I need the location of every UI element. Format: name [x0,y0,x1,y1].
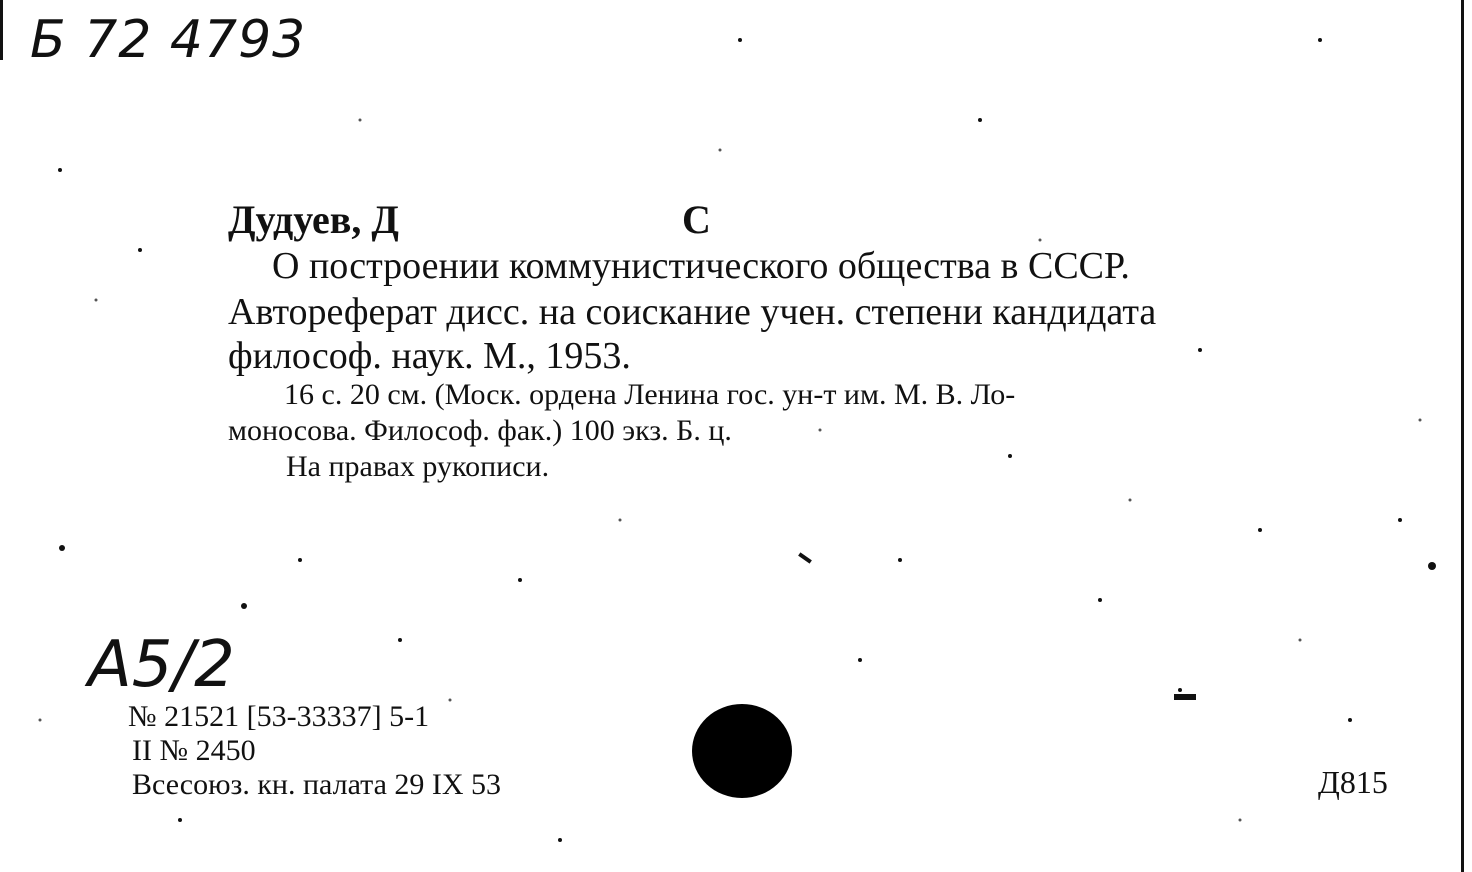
footer-line-2: II № 2450 [132,734,256,767]
footer-line-3: Всесоюз. кн. палата 29 IX 53 [132,768,502,801]
shelf-mark: A5/2 [88,628,235,702]
card-edge-right [1461,0,1464,872]
call-number: Б 72 4793 [30,10,307,70]
collation-line-2: моносова. Философ. фак.) 100 экз. Б. ц. [228,414,732,447]
ink-dash [1174,694,1196,700]
title-line-3: философ. наук. М., 1953. [228,335,631,377]
collation-line-1: 16 с. 20 см. (Моск. ордена Ленина гос. ун-т им. М. В. Ло- [284,378,1016,411]
ink-tick [798,552,812,563]
title-line-2: Автореферат дисс. на соискание учен. степени кандидата [228,291,1157,333]
collation-line-3: На правах рукописи. [286,450,550,483]
author-initial: С [682,197,711,242]
card-code: Д815 [1318,764,1388,800]
punch-hole [692,704,792,798]
author-name: Дудуев, Д [228,197,399,242]
card-edge-left [0,0,3,60]
footer-line-1: № 21521 [53-33337] 5-1 [128,700,430,733]
title-line-1: О построении коммунистического общества в СССР. [272,245,1130,287]
